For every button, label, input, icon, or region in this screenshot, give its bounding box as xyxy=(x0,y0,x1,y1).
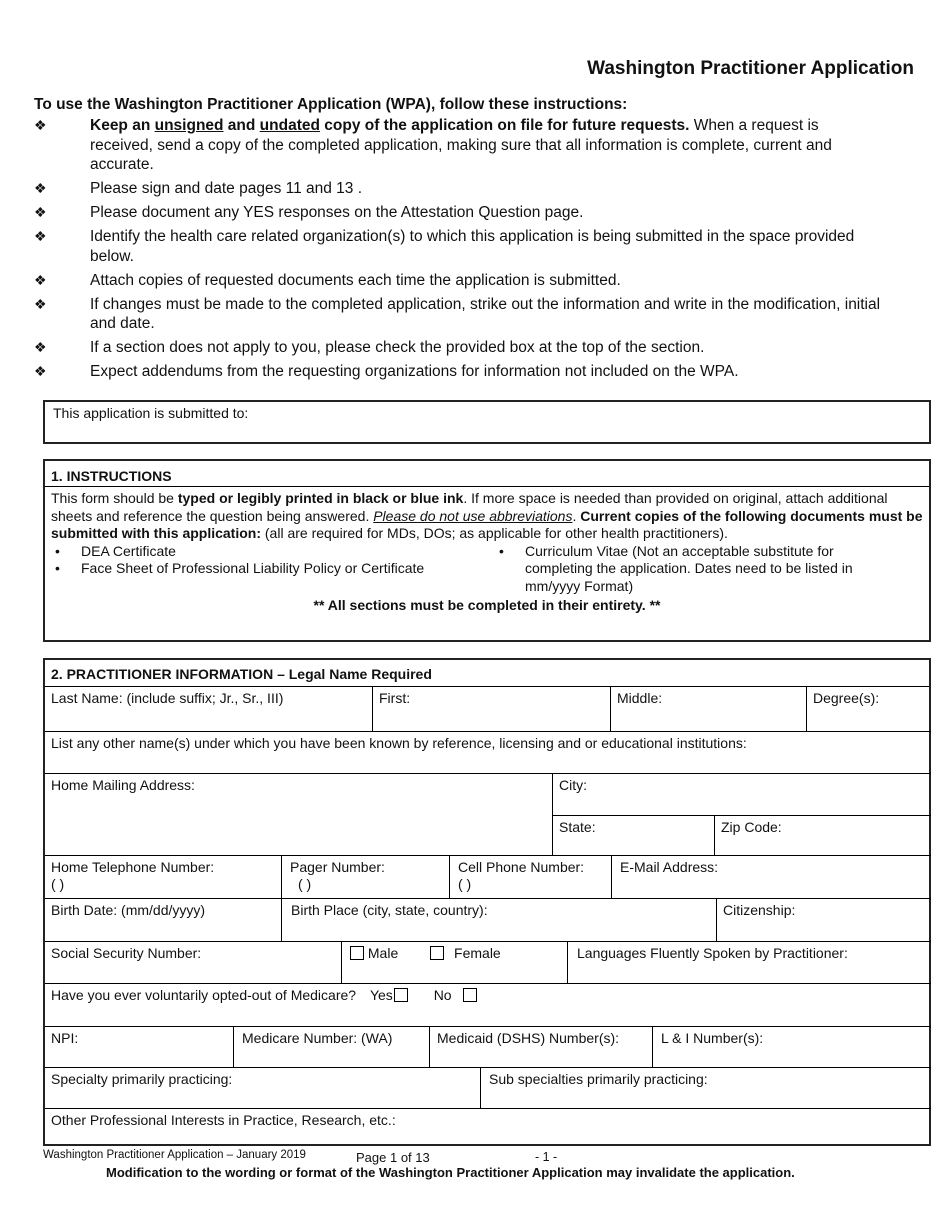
footer-page-count: Page 1 of 13 xyxy=(356,1150,430,1165)
medicare-optout-row xyxy=(45,984,931,1026)
languages-field[interactable]: Languages Fluently Spoken by Practitioner: xyxy=(577,945,848,961)
footer-warning: Modification to the wording or format of the Washington Practitioner Application may invalidate the application. xyxy=(106,1165,795,1180)
medicare-optout-question: Have you ever voluntarily opted-out of Medicare? xyxy=(51,987,357,1003)
npi-field[interactable]: NPI: xyxy=(51,1030,79,1046)
list-item: ❖ Identify the health care related organization(s) to which this application is being submitted in the space provided below. xyxy=(34,228,855,265)
diamond-bullet-icon: ❖ xyxy=(34,204,47,220)
list-item: ❖ Please sign and date pages 11 and 13 . xyxy=(34,180,363,197)
citizenship-field[interactable]: Citizenship: xyxy=(723,902,796,918)
cell-phone-field[interactable]: Cell Phone Number: ( ) xyxy=(458,859,585,892)
instructions-list xyxy=(34,116,884,386)
degrees-field[interactable]: Degree(s): xyxy=(813,690,880,706)
home-address-field[interactable]: Home Mailing Address: xyxy=(51,777,195,793)
diamond-bullet-icon: ❖ xyxy=(34,228,47,244)
medicare-number-field[interactable]: Medicare Number: (WA) xyxy=(242,1030,393,1046)
footer-version: Washington Practitioner Application – January 2019 xyxy=(43,1149,306,1161)
list-item: ❖ Keep an unsigned and undated copy of the application on file for future requests. When a request is received, send a copy of the completed application, making sure that all information is complete, current and accurate. xyxy=(34,117,832,173)
diamond-bullet-icon: ❖ xyxy=(34,295,47,312)
submitted-to-field[interactable] xyxy=(43,400,931,444)
instructions-heading: To use the Washington Practitioner Application (WPA), follow these instructions: xyxy=(34,96,628,113)
state-field[interactable]: State: xyxy=(559,819,596,835)
list-item: ❖ If changes must be made to the completed application, strike out the information and write in the modification, initial and date. xyxy=(34,295,881,332)
female-checkbox[interactable] xyxy=(430,946,444,960)
medicaid-number-field[interactable]: Medicaid (DSHS) Number(s): xyxy=(437,1030,620,1046)
city-field[interactable]: City: xyxy=(559,777,587,793)
male-label: Male xyxy=(367,945,399,961)
list-item: • Curriculum Vitae (Not an acceptable substitute for completing the application. Dates need to be listed in mm/yyyy Format) xyxy=(495,543,895,596)
diamond-bullet-icon: ❖ xyxy=(34,271,47,288)
section-practitioner-info xyxy=(43,658,931,1146)
specialty-field[interactable]: Specialty primarily practicing: xyxy=(51,1071,233,1087)
no-checkbox[interactable] xyxy=(463,988,477,1002)
document-list xyxy=(51,543,923,596)
gender-options xyxy=(342,942,567,983)
diamond-bullet-icon: ❖ xyxy=(34,363,47,379)
sub-specialties-field[interactable]: Sub specialties primarily practicing: xyxy=(489,1071,708,1087)
yes-label: Yes xyxy=(369,987,393,1003)
list-item: ❖ Attach copies of requested documents each time the application is submitted. xyxy=(34,271,621,289)
closing-note: ** All sections must be completed in their entirety. ** xyxy=(313,597,661,613)
zip-code-field[interactable]: Zip Code: xyxy=(721,819,782,835)
footer-page-number: - 1 - xyxy=(535,1150,558,1164)
diamond-bullet-icon: ❖ xyxy=(34,117,47,133)
section-heading: 1. INSTRUCTIONS xyxy=(45,461,929,487)
last-name-field[interactable]: Last Name: (include suffix; Jr., Sr., III) xyxy=(51,690,284,706)
other-interests-field[interactable]: Other Professional Interests in Practice, Research, etc.: xyxy=(51,1112,396,1128)
instructions-paragraph: This form should be typed or legibly printed in black or blue ink. If more space is needed than provided on original, attach additional sheets and reference the question being answered. Please do not use abbreviations. Current copies of the following documents must be submitted with this application: (all are required for MDs, DOs; as applicable for other health practitioners). xyxy=(51,490,923,541)
yes-checkbox[interactable] xyxy=(394,988,408,1002)
male-checkbox[interactable] xyxy=(350,946,364,960)
diamond-bullet-icon: ❖ xyxy=(34,339,47,355)
submitted-to-label: This application is submitted to: xyxy=(53,405,249,421)
home-phone-field[interactable]: Home Telephone Number: ( ) xyxy=(51,859,215,892)
list-item: ❖ Expect addendums from the requesting organizations for information not included on the WPA. xyxy=(34,363,739,380)
other-names-field[interactable]: List any other name(s) under which you have been known by reference, licensing and or educational institutions: xyxy=(51,735,747,751)
email-field[interactable]: E-Mail Address: xyxy=(620,859,719,875)
diamond-bullet-icon: ❖ xyxy=(34,180,47,196)
first-name-field[interactable]: First: xyxy=(379,690,411,706)
ssn-field[interactable]: Social Security Number: xyxy=(51,945,202,961)
list-item: ❖ If a section does not apply to you, please check the provided box at the top of the section. xyxy=(34,339,705,356)
list-item: • DEA Certificate xyxy=(51,543,495,561)
birth-place-field[interactable]: Birth Place (city, state, country): xyxy=(291,902,488,918)
list-item: • Face Sheet of Professional Liability Policy or Certificate xyxy=(51,560,495,578)
page-title: Washington Practitioner Application xyxy=(587,58,914,79)
section-heading: 2. PRACTITIONER INFORMATION – Legal Name Required xyxy=(45,660,929,687)
list-item: ❖ Please document any YES responses on the Attestation Question page. xyxy=(34,204,584,221)
no-label: No xyxy=(433,987,452,1003)
section-body xyxy=(45,487,929,618)
middle-name-field[interactable]: Middle: xyxy=(617,690,663,706)
li-number-field[interactable]: L & I Number(s): xyxy=(661,1030,764,1046)
pager-field[interactable]: Pager Number: ( ) xyxy=(290,859,385,892)
section-instructions xyxy=(43,459,931,642)
female-label: Female xyxy=(454,945,501,961)
birth-date-field[interactable]: Birth Date: (mm/dd/yyyy) xyxy=(51,902,206,918)
